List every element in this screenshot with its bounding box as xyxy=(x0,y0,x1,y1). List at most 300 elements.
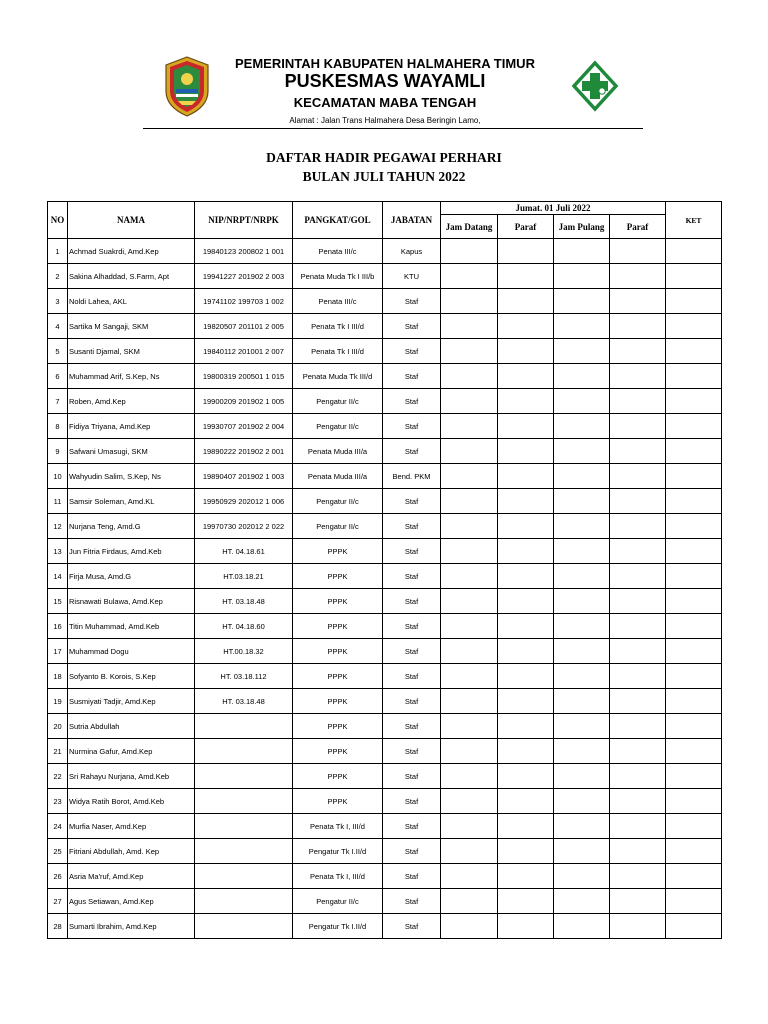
paraf-pulang-cell[interactable] xyxy=(610,914,666,939)
paraf-datang-cell[interactable] xyxy=(498,564,554,589)
paraf-datang-cell[interactable] xyxy=(498,789,554,814)
jam-datang-cell[interactable] xyxy=(441,689,498,714)
document-subtitle: BULAN JULI TAHUN 2022 xyxy=(302,169,466,184)
table-row xyxy=(48,439,722,464)
paraf-datang-cell[interactable] xyxy=(498,439,554,464)
jam-datang-cell[interactable] xyxy=(441,714,498,739)
jam-pulang-cell[interactable] xyxy=(554,739,610,764)
jam-datang-cell[interactable] xyxy=(441,514,498,539)
row-no: 7 xyxy=(48,389,68,414)
row-no: 1 xyxy=(48,239,68,264)
ket-cell[interactable] xyxy=(666,639,722,664)
row-no: 19 xyxy=(48,689,68,714)
row-jabatan: Staf xyxy=(383,789,441,814)
ket-cell[interactable] xyxy=(666,339,722,364)
puskesmas-logo xyxy=(570,55,620,118)
row-pangkat: PPPK xyxy=(293,789,383,814)
ket-cell[interactable] xyxy=(666,889,722,914)
table-row xyxy=(48,864,722,889)
row-nama: Sumarti Ibrahim, Amd.Kep xyxy=(68,914,195,939)
row-nip: HT. 03.18.112 xyxy=(195,664,293,689)
table-row xyxy=(48,289,722,314)
paraf-datang-cell[interactable] xyxy=(498,914,554,939)
table-row xyxy=(48,639,722,664)
jam-pulang-cell[interactable] xyxy=(554,864,610,889)
table-row xyxy=(48,664,722,689)
jam-datang-cell[interactable] xyxy=(441,239,498,264)
row-no: 12 xyxy=(48,514,68,539)
paraf-pulang-cell[interactable] xyxy=(610,864,666,889)
row-jabatan: Staf xyxy=(383,514,441,539)
paraf-pulang-cell[interactable] xyxy=(610,389,666,414)
row-no: 16 xyxy=(48,614,68,639)
address: Alamat : Jalan Trans Halmahera Desa Beringin Lamo, xyxy=(289,116,481,125)
row-nama: Fidiya Triyana, Amd.Kep xyxy=(68,414,195,439)
row-jabatan: Staf xyxy=(383,689,441,714)
header-date: Jumat. 01 Juli 2022 xyxy=(441,202,666,215)
jam-datang-cell[interactable] xyxy=(441,589,498,614)
row-nip: 19950929 202012 1 006 xyxy=(195,489,293,514)
jam-pulang-cell[interactable] xyxy=(554,714,610,739)
row-pangkat: PPPK xyxy=(293,539,383,564)
paraf-datang-cell[interactable] xyxy=(498,539,554,564)
table-row xyxy=(48,739,722,764)
table-row xyxy=(48,389,722,414)
jam-pulang-cell[interactable] xyxy=(554,539,610,564)
row-nip: HT.03.18.21 xyxy=(195,564,293,589)
row-nip xyxy=(195,914,293,939)
row-no: 5 xyxy=(48,339,68,364)
table-row xyxy=(48,514,722,539)
row-no: 24 xyxy=(48,814,68,839)
table-row xyxy=(48,539,722,564)
row-pangkat: PPPK xyxy=(293,639,383,664)
row-pangkat: Penata Muda Tk I III/b xyxy=(293,264,383,289)
jam-pulang-cell[interactable] xyxy=(554,364,610,389)
row-jabatan: Staf xyxy=(383,739,441,764)
ket-cell[interactable] xyxy=(666,589,722,614)
row-nama: Firja Musa, Amd.G xyxy=(68,564,195,589)
table-row xyxy=(48,914,722,939)
row-jabatan: Staf xyxy=(383,364,441,389)
jam-datang-cell[interactable] xyxy=(441,289,498,314)
row-nip: 19900209 201902 1 005 xyxy=(195,389,293,414)
jam-pulang-cell[interactable] xyxy=(554,889,610,914)
row-no: 2 xyxy=(48,264,68,289)
row-nama: Nurjana Teng, Amd.G xyxy=(68,514,195,539)
jam-datang-cell[interactable] xyxy=(441,564,498,589)
row-jabatan: Bend. PKM xyxy=(383,464,441,489)
row-nama: Susanti Djamal, SKM xyxy=(68,339,195,364)
ket-cell[interactable] xyxy=(666,814,722,839)
header-jam-datang: Jam Datang xyxy=(441,215,498,239)
ket-cell[interactable] xyxy=(666,389,722,414)
paraf-datang-cell[interactable] xyxy=(498,389,554,414)
row-nip: 19820507 201101 2 005 xyxy=(195,314,293,339)
row-no: 14 xyxy=(48,564,68,589)
row-pangkat: PPPK xyxy=(293,589,383,614)
ket-cell[interactable] xyxy=(666,839,722,864)
row-jabatan: Staf xyxy=(383,889,441,914)
header-divider xyxy=(143,128,643,129)
jam-datang-cell[interactable] xyxy=(441,664,498,689)
header-pangkat: PANGKAT/GOL xyxy=(293,202,383,239)
jam-pulang-cell[interactable] xyxy=(554,514,610,539)
ket-cell[interactable] xyxy=(666,364,722,389)
header-jam-pulang: Jam Pulang xyxy=(554,215,610,239)
paraf-datang-cell[interactable] xyxy=(498,414,554,439)
header-no: NO xyxy=(48,202,68,239)
ket-cell[interactable] xyxy=(666,414,722,439)
row-nama: Agus Setiawan, Amd.Kep xyxy=(68,889,195,914)
ket-cell[interactable] xyxy=(666,914,722,939)
jam-pulang-cell[interactable] xyxy=(554,639,610,664)
paraf-datang-cell[interactable] xyxy=(498,464,554,489)
paraf-datang-cell[interactable] xyxy=(498,589,554,614)
row-no: 28 xyxy=(48,914,68,939)
jam-pulang-cell[interactable] xyxy=(554,439,610,464)
row-nip: HT. 04.18.61 xyxy=(195,539,293,564)
jam-pulang-cell[interactable] xyxy=(554,339,610,364)
paraf-datang-cell[interactable] xyxy=(498,639,554,664)
row-pangkat: Pengatur Tk I.II/d xyxy=(293,914,383,939)
row-pangkat: PPPK xyxy=(293,564,383,589)
row-nama: Safwani Umasugi, SKM xyxy=(68,439,195,464)
row-nip xyxy=(195,864,293,889)
row-nip: HT. 03.18.48 xyxy=(195,689,293,714)
paraf-pulang-cell[interactable] xyxy=(610,314,666,339)
row-nama: Sri Rahayu Nurjana, Amd.Keb xyxy=(68,764,195,789)
jam-pulang-cell[interactable] xyxy=(554,764,610,789)
row-nip xyxy=(195,889,293,914)
paraf-datang-cell[interactable] xyxy=(498,664,554,689)
paraf-pulang-cell[interactable] xyxy=(610,664,666,689)
jam-pulang-cell[interactable] xyxy=(554,689,610,714)
paraf-datang-cell[interactable] xyxy=(498,514,554,539)
row-no: 3 xyxy=(48,289,68,314)
paraf-pulang-cell[interactable] xyxy=(610,439,666,464)
row-no: 8 xyxy=(48,414,68,439)
row-jabatan: Staf xyxy=(383,714,441,739)
row-nip xyxy=(195,839,293,864)
jam-datang-cell[interactable] xyxy=(441,389,498,414)
ket-cell[interactable] xyxy=(666,564,722,589)
row-pangkat: PPPK xyxy=(293,739,383,764)
header-nip: NIP/NRPT/NRPK xyxy=(195,202,293,239)
ket-cell[interactable] xyxy=(666,614,722,639)
row-nip: 19741102 199703 1 002 xyxy=(195,289,293,314)
ket-cell[interactable] xyxy=(666,289,722,314)
table-row xyxy=(48,714,722,739)
paraf-pulang-cell[interactable] xyxy=(610,289,666,314)
paraf-pulang-cell[interactable] xyxy=(610,489,666,514)
ket-cell[interactable] xyxy=(666,864,722,889)
jam-datang-cell[interactable] xyxy=(441,789,498,814)
jam-pulang-cell[interactable] xyxy=(554,589,610,614)
row-nama: Muhammad Arif, S.Kep, Ns xyxy=(68,364,195,389)
paraf-pulang-cell[interactable] xyxy=(610,814,666,839)
paraf-datang-cell[interactable] xyxy=(498,614,554,639)
row-jabatan: Staf xyxy=(383,289,441,314)
table-row xyxy=(48,789,722,814)
table-row xyxy=(48,339,722,364)
paraf-datang-cell[interactable] xyxy=(498,864,554,889)
row-pangkat: Penata Tk I III/d xyxy=(293,314,383,339)
table-row xyxy=(48,464,722,489)
jam-datang-cell[interactable] xyxy=(441,314,498,339)
jam-datang-cell[interactable] xyxy=(441,339,498,364)
ket-cell[interactable] xyxy=(666,739,722,764)
header-paraf-pulang: Paraf xyxy=(610,215,666,239)
row-no: 10 xyxy=(48,464,68,489)
row-no: 18 xyxy=(48,664,68,689)
table-row xyxy=(48,564,722,589)
ket-cell[interactable] xyxy=(666,489,722,514)
row-jabatan: Staf xyxy=(383,814,441,839)
jam-datang-cell[interactable] xyxy=(441,814,498,839)
row-nama: Wahyudin Salim, S.Kep, Ns xyxy=(68,464,195,489)
row-nama: Sakina Alhaddad, S.Farm, Apt xyxy=(68,264,195,289)
ket-cell[interactable] xyxy=(666,439,722,464)
row-nama: Susmiyati Tadjir, Amd.Kep xyxy=(68,689,195,714)
row-nama: Muhammad Dogu xyxy=(68,639,195,664)
jam-pulang-cell[interactable] xyxy=(554,414,610,439)
paraf-pulang-cell[interactable] xyxy=(610,339,666,364)
header-nama: NAMA xyxy=(68,202,195,239)
row-pangkat: PPPK xyxy=(293,689,383,714)
header-paraf-datang: Paraf xyxy=(498,215,554,239)
paraf-pulang-cell[interactable] xyxy=(610,764,666,789)
row-no: 15 xyxy=(48,589,68,614)
row-nip: 19840123 200802 1 001 xyxy=(195,239,293,264)
paraf-datang-cell[interactable] xyxy=(498,714,554,739)
paraf-datang-cell[interactable] xyxy=(498,764,554,789)
paraf-pulang-cell[interactable] xyxy=(610,239,666,264)
jam-pulang-cell[interactable] xyxy=(554,839,610,864)
row-nama: Sofyanto B. Korois, S.Kep xyxy=(68,664,195,689)
ket-cell[interactable] xyxy=(666,239,722,264)
row-pangkat: PPPK xyxy=(293,664,383,689)
row-no: 11 xyxy=(48,489,68,514)
row-pangkat: Pengatur II/c xyxy=(293,389,383,414)
jam-datang-cell[interactable] xyxy=(441,914,498,939)
jam-pulang-cell[interactable] xyxy=(554,464,610,489)
paraf-pulang-cell[interactable] xyxy=(610,639,666,664)
table-row xyxy=(48,314,722,339)
jam-datang-cell[interactable] xyxy=(441,489,498,514)
ket-cell[interactable] xyxy=(666,539,722,564)
row-jabatan: Staf xyxy=(383,489,441,514)
row-jabatan: KTU xyxy=(383,264,441,289)
row-nama: Sartika M Sangaji, SKM xyxy=(68,314,195,339)
row-no: 23 xyxy=(48,789,68,814)
paraf-pulang-cell[interactable] xyxy=(610,689,666,714)
row-jabatan: Staf xyxy=(383,864,441,889)
ket-cell[interactable] xyxy=(666,514,722,539)
paraf-pulang-cell[interactable] xyxy=(610,589,666,614)
paraf-datang-cell[interactable] xyxy=(498,314,554,339)
row-nama: Nurmina Gafur, Amd.Kep xyxy=(68,739,195,764)
jam-pulang-cell[interactable] xyxy=(554,614,610,639)
header-jabatan: JABATAN xyxy=(383,202,441,239)
clinic-name: PUSKESMAS WAYAMLI xyxy=(284,71,486,91)
paraf-pulang-cell[interactable] xyxy=(610,614,666,639)
paraf-pulang-cell[interactable] xyxy=(610,539,666,564)
row-jabatan: Staf xyxy=(383,539,441,564)
row-jabatan: Staf xyxy=(383,914,441,939)
table-row xyxy=(48,839,722,864)
ket-cell[interactable] xyxy=(666,764,722,789)
row-jabatan: Staf xyxy=(383,839,441,864)
paraf-datang-cell[interactable] xyxy=(498,689,554,714)
row-nama: Roben, Amd.Kep xyxy=(68,389,195,414)
paraf-datang-cell[interactable] xyxy=(498,489,554,514)
row-pangkat: Penata Tk I, III/d xyxy=(293,864,383,889)
row-pangkat: Pengatur II/c xyxy=(293,414,383,439)
row-jabatan: Staf xyxy=(383,614,441,639)
row-pangkat: Penata III/c xyxy=(293,289,383,314)
row-no: 17 xyxy=(48,639,68,664)
table-row xyxy=(48,264,722,289)
paraf-pulang-cell[interactable] xyxy=(610,789,666,814)
row-pangkat: Penata Tk I, III/d xyxy=(293,814,383,839)
row-jabatan: Staf xyxy=(383,389,441,414)
row-nip: 19800319 200501 1 015 xyxy=(195,364,293,389)
ket-cell[interactable] xyxy=(666,714,722,739)
paraf-datang-cell[interactable] xyxy=(498,289,554,314)
row-pangkat: PPPK xyxy=(293,714,383,739)
paraf-pulang-cell[interactable] xyxy=(610,464,666,489)
jam-datang-cell[interactable] xyxy=(441,639,498,664)
row-jabatan: Staf xyxy=(383,339,441,364)
row-no: 21 xyxy=(48,739,68,764)
row-pangkat: PPPK xyxy=(293,764,383,789)
row-no: 26 xyxy=(48,864,68,889)
jam-datang-cell[interactable] xyxy=(441,739,498,764)
jam-pulang-cell[interactable] xyxy=(554,239,610,264)
jam-pulang-cell[interactable] xyxy=(554,289,610,314)
row-pangkat: Penata Muda III/a xyxy=(293,464,383,489)
row-jabatan: Staf xyxy=(383,439,441,464)
jam-datang-cell[interactable] xyxy=(441,539,498,564)
jam-datang-cell[interactable] xyxy=(441,889,498,914)
row-nip xyxy=(195,714,293,739)
jam-datang-cell[interactable] xyxy=(441,864,498,889)
jam-pulang-cell[interactable] xyxy=(554,814,610,839)
row-nama: Fitriani Abdullah, Amd. Kep xyxy=(68,839,195,864)
row-nama: Jun Fitria Firdaus, Amd.Keb xyxy=(68,539,195,564)
ket-cell[interactable] xyxy=(666,664,722,689)
jam-datang-cell[interactable] xyxy=(441,439,498,464)
ket-cell[interactable] xyxy=(666,689,722,714)
row-no: 6 xyxy=(48,364,68,389)
paraf-datang-cell[interactable] xyxy=(498,814,554,839)
jam-pulang-cell[interactable] xyxy=(554,789,610,814)
jam-datang-cell[interactable] xyxy=(441,464,498,489)
table-row xyxy=(48,764,722,789)
row-jabatan: Staf xyxy=(383,639,441,664)
paraf-pulang-cell[interactable] xyxy=(610,839,666,864)
row-jabatan: Staf xyxy=(383,589,441,614)
row-nip xyxy=(195,789,293,814)
jam-pulang-cell[interactable] xyxy=(554,264,610,289)
paraf-datang-cell[interactable] xyxy=(498,339,554,364)
table-row xyxy=(48,239,722,264)
row-no: 22 xyxy=(48,764,68,789)
document-title: DAFTAR HADIR PEGAWAI PERHARI xyxy=(266,150,502,165)
row-no: 20 xyxy=(48,714,68,739)
row-nama: Murfia Naser, Amd.Kep xyxy=(68,814,195,839)
table-row xyxy=(48,689,722,714)
row-pangkat: Pengatur Tk I.II/d xyxy=(293,839,383,864)
row-nip: 19941227 201902 2 003 xyxy=(195,264,293,289)
jam-pulang-cell[interactable] xyxy=(554,489,610,514)
row-nip: 19970730 202012 2 022 xyxy=(195,514,293,539)
row-nama: Asria Ma'ruf, Amd.Kep xyxy=(68,864,195,889)
paraf-pulang-cell[interactable] xyxy=(610,264,666,289)
row-jabatan: Staf xyxy=(383,414,441,439)
row-pangkat: Penata III/c xyxy=(293,239,383,264)
government-name: PEMERINTAH KABUPATEN HALMAHERA TIMUR xyxy=(235,56,535,71)
ket-cell[interactable] xyxy=(666,464,722,489)
row-pangkat: Pengatur II/c xyxy=(293,489,383,514)
jam-pulang-cell[interactable] xyxy=(554,314,610,339)
ket-cell[interactable] xyxy=(666,264,722,289)
paraf-datang-cell[interactable] xyxy=(498,889,554,914)
jam-datang-cell[interactable] xyxy=(441,614,498,639)
row-pangkat: Penata Tk I III/d xyxy=(293,339,383,364)
jam-datang-cell[interactable] xyxy=(441,414,498,439)
jam-pulang-cell[interactable] xyxy=(554,664,610,689)
ket-cell[interactable] xyxy=(666,314,722,339)
row-pangkat: PPPK xyxy=(293,614,383,639)
row-nama: Sutria Abdullah xyxy=(68,714,195,739)
paraf-pulang-cell[interactable] xyxy=(610,514,666,539)
jam-pulang-cell[interactable] xyxy=(554,914,610,939)
row-jabatan: Staf xyxy=(383,764,441,789)
paraf-pulang-cell[interactable] xyxy=(610,739,666,764)
row-nama: Noldi Lahea, AKL xyxy=(68,289,195,314)
table-row xyxy=(48,614,722,639)
row-nama: Risnawati Bulawa, Amd.Kep xyxy=(68,589,195,614)
paraf-datang-cell[interactable] xyxy=(498,264,554,289)
ket-cell[interactable] xyxy=(666,789,722,814)
jam-datang-cell[interactable] xyxy=(441,764,498,789)
paraf-pulang-cell[interactable] xyxy=(610,714,666,739)
row-nama: Titin Muhammad, Amd.Keb xyxy=(68,614,195,639)
paraf-datang-cell[interactable] xyxy=(498,364,554,389)
jam-datang-cell[interactable] xyxy=(441,364,498,389)
row-nip: 19840112 201001 2 007 xyxy=(195,339,293,364)
table-row xyxy=(48,589,722,614)
row-no: 4 xyxy=(48,314,68,339)
table-row xyxy=(48,364,722,389)
paraf-pulang-cell[interactable] xyxy=(610,889,666,914)
paraf-datang-cell[interactable] xyxy=(498,239,554,264)
paraf-datang-cell[interactable] xyxy=(498,739,554,764)
row-pangkat: Penata Muda III/a xyxy=(293,439,383,464)
jam-pulang-cell[interactable] xyxy=(554,564,610,589)
jam-datang-cell[interactable] xyxy=(441,839,498,864)
row-nama: Widya Ratih Borot, Amd.Keb xyxy=(68,789,195,814)
paraf-datang-cell[interactable] xyxy=(498,839,554,864)
paraf-pulang-cell[interactable] xyxy=(610,564,666,589)
row-pangkat: Penata Muda Tk III/d xyxy=(293,364,383,389)
jam-pulang-cell[interactable] xyxy=(554,389,610,414)
paraf-pulang-cell[interactable] xyxy=(610,414,666,439)
jam-datang-cell[interactable] xyxy=(441,264,498,289)
paraf-pulang-cell[interactable] xyxy=(610,364,666,389)
